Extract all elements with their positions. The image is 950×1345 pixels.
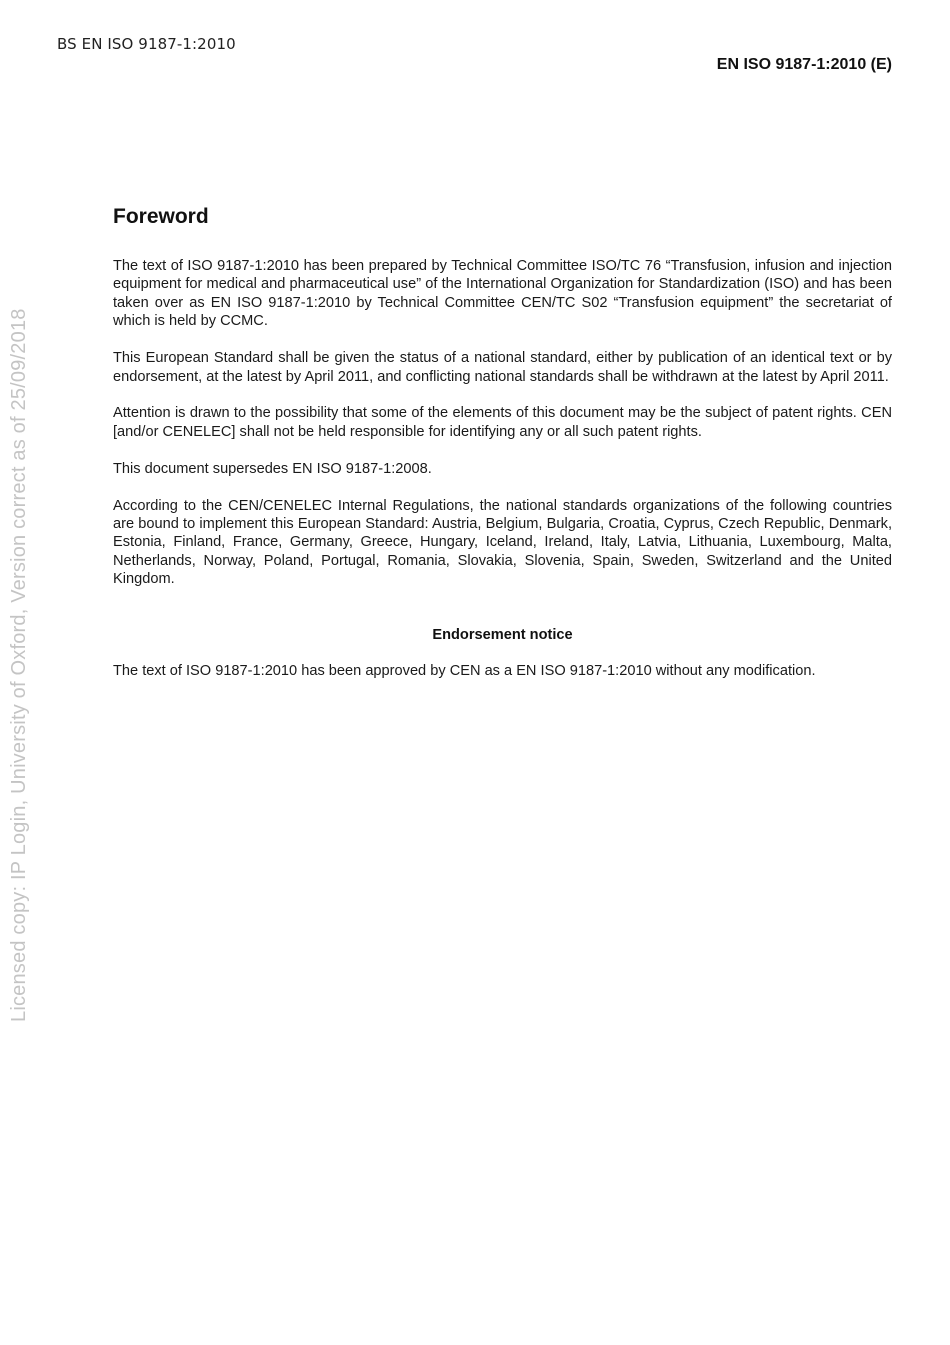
foreword-paragraph-status: This European Standard shall be given the status of a national standard, either by publication of an identical text or by endorsement, at the latest by April 2011, and conflicting national standards shall be withdrawn at the latest by April 2011. <box>113 350 892 385</box>
page-body <box>113 205 892 699</box>
foreword-paragraph-preparation: The text of ISO 9187-1:2010 has been prepared by Technical Committee ISO/TC 76 “Transfusion, infusion and injection equipment for medical and pharmaceutical use” of the International Organization for Standardization (ISO) and has been taken over as EN ISO 9187-1:2010 by Technical Committee CEN/TC S02 “Transfusion equipment” the secretariat of which is held by CCMC. <box>113 258 892 330</box>
endorsement-heading: Endorsement notice <box>432 626 573 643</box>
license-watermark: Licensed copy: IP Login, University of Oxford, Version correct as of 25/09/2018 <box>8 308 30 1022</box>
foreword-paragraph-supersedes: This document supersedes EN ISO 9187-1:2008. <box>113 460 432 477</box>
foreword-paragraph-countries: According to the CEN/CENELEC Internal Regulations, the national standards organizations of the following countries are bound to implement this European Standard: Austria, Belgium, Bulgaria, Croatia, Cyprus, Czech Republic, Denmark, Estonia, Finland, France, Germany, Greece, Hungary, Iceland, Ireland, Italy, Latvia, Lithuania, Luxembourg, Malta, Netherlands, Norway, Poland, Portugal, Romania, Slovakia, Slovenia, Spain, Sweden, Switzerland and the United Kingdom. <box>113 497 892 588</box>
foreword-heading: Foreword <box>113 205 209 228</box>
document-reference-header: BS EN ISO 9187-1:2010 <box>57 35 236 53</box>
foreword-paragraph-patent: Attention is drawn to the possibility that some of the elements of this document may be the subject of patent rights. CEN [and/or CENELEC] shall not be held responsible for identifying any or all such patent rights. <box>113 405 892 440</box>
standard-id-header: EN ISO 9187-1:2010 (E) <box>716 56 892 73</box>
endorsement-paragraph: The text of ISO 9187-1:2010 has been approved by CEN as a EN ISO 9187-1:2010 without any modification. <box>113 662 816 679</box>
